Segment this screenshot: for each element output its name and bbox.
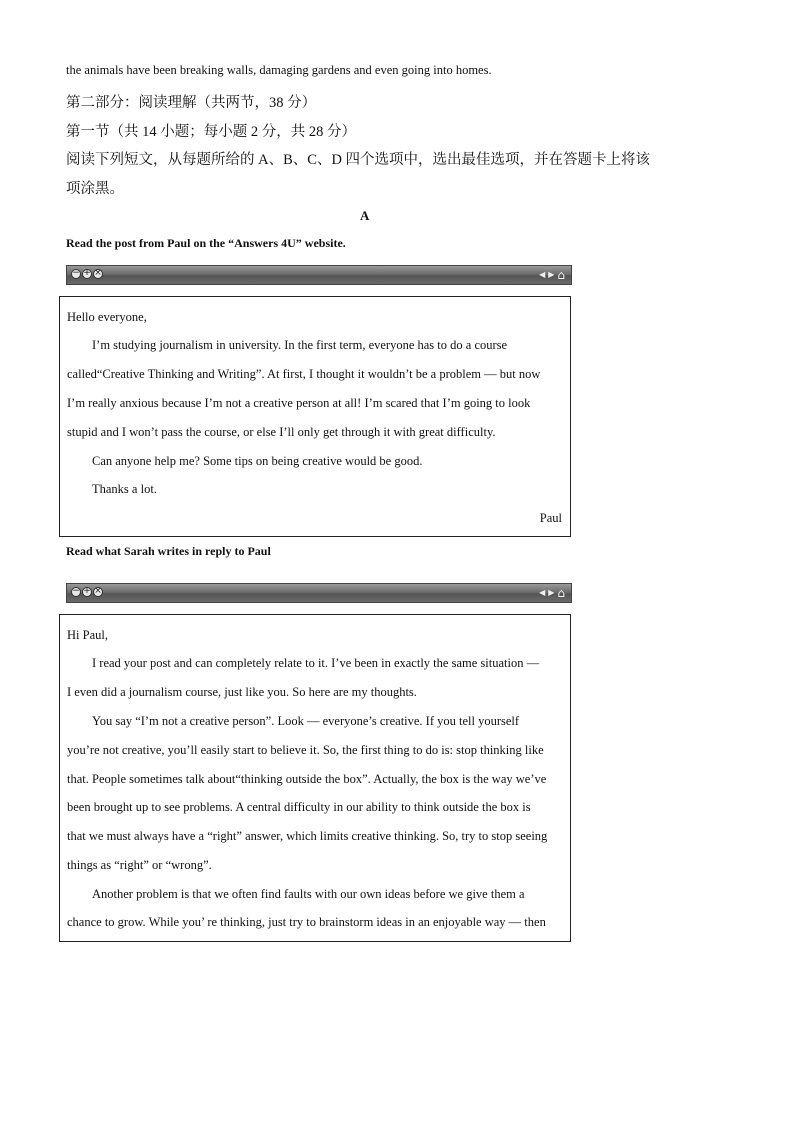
post-paul xyxy=(59,296,571,537)
browser-toolbar-1 xyxy=(66,265,572,285)
close-glyph: × xyxy=(94,268,102,278)
post2-line: I read your post and can completely relate to it. I’ve been in exactly the same situation — xyxy=(92,656,540,670)
post-sarah xyxy=(59,614,571,942)
sub-heading: 第一节（共 14 小题；每小题 2 分，共 28 分） xyxy=(66,124,356,140)
instruction-line-1: 阅读下列短文，从每题所给的 A、B、C、D 四个选项中，选出最佳选项，并在答题卡上将该 xyxy=(66,152,651,168)
close-glyph: × xyxy=(94,586,102,596)
instruction-line-2: 项涂黑。 xyxy=(66,181,124,197)
post2-line: been brought up to see problems. A central difficulty in our ability to think outside the box is xyxy=(67,800,531,814)
forward-arrow-icon[interactable]: ▶ xyxy=(548,588,555,597)
maximize-glyph: + xyxy=(83,586,91,596)
home-icon[interactable]: ⌂ xyxy=(557,586,565,600)
post2-greeting: Hi Paul, xyxy=(67,628,108,642)
intro-line: the animals have been breaking walls, damaging gardens and even going into homes. xyxy=(66,63,492,77)
post2-line: I even did a journalism course, just like you. So here are my thoughts. xyxy=(67,685,417,699)
post1-line: called“Creative Thinking and Writing”. At first, I thought it wouldn’t be a problem — but now xyxy=(67,367,541,381)
post2-line: that we must always have a “right” answer, which limits creative thinking. So, try to stop seeing xyxy=(67,829,548,843)
post1-line: stupid and I won’t pass the course, or else I’ll only get through it with great difficulty. xyxy=(67,425,496,439)
post2-line: Another problem is that we often find faults with our own ideas before we give them a xyxy=(92,887,525,901)
caption-post-1: Read the post from Paul on the “Answers 4U” website. xyxy=(66,236,346,250)
post1-line: I’m studying journalism in university. In the first term, everyone has to do a course xyxy=(92,338,508,352)
post2-line: that. People sometimes talk about“thinking outside the box”. Actually, the box is the way we’ve xyxy=(67,772,547,786)
forward-arrow-icon[interactable]: ▶ xyxy=(548,270,555,279)
post1-greeting: Hello everyone, xyxy=(67,310,147,324)
minimize-glyph: − xyxy=(72,268,80,278)
minimize-icon[interactable] xyxy=(71,587,81,597)
post2-line: you’re not creative, you’ll easily start to believe it. So, the first thing to do is: stop thinking like xyxy=(67,743,544,757)
maximize-icon[interactable] xyxy=(82,587,92,597)
post2-line: chance to grow. While you’ re thinking, just try to brainstorm ideas in an enjoyable way — then xyxy=(67,915,546,929)
back-arrow-icon[interactable]: ◀ xyxy=(539,270,546,279)
minimize-icon[interactable] xyxy=(71,269,81,279)
maximize-icon[interactable] xyxy=(82,269,92,279)
post2-line: things as “right” or “wrong”. xyxy=(67,858,212,872)
home-icon[interactable]: ⌂ xyxy=(557,268,565,282)
close-icon[interactable] xyxy=(93,587,103,597)
maximize-glyph: + xyxy=(83,268,91,278)
minimize-glyph: − xyxy=(72,586,80,596)
post1-signature: Paul xyxy=(539,511,562,525)
browser-toolbar-2 xyxy=(66,583,572,603)
post1-line: Can anyone help me? Some tips on being creative would be good. xyxy=(92,454,423,468)
caption-post-2: Read what Sarah writes in reply to Paul xyxy=(66,544,271,558)
post2-line: You say “I’m not a creative person”. Look — everyone’s creative. If you tell yourself xyxy=(92,714,520,728)
part-heading: 第二部分：阅读理解（共两节，38 分） xyxy=(66,95,317,111)
back-arrow-icon[interactable]: ◀ xyxy=(539,588,546,597)
passage-label: A xyxy=(360,208,370,223)
close-icon[interactable] xyxy=(93,269,103,279)
post1-line: Thanks a lot. xyxy=(92,482,157,496)
post1-line: I’m really anxious because I’m not a creative person at all! I’m scared that I’m going to look xyxy=(67,396,531,410)
